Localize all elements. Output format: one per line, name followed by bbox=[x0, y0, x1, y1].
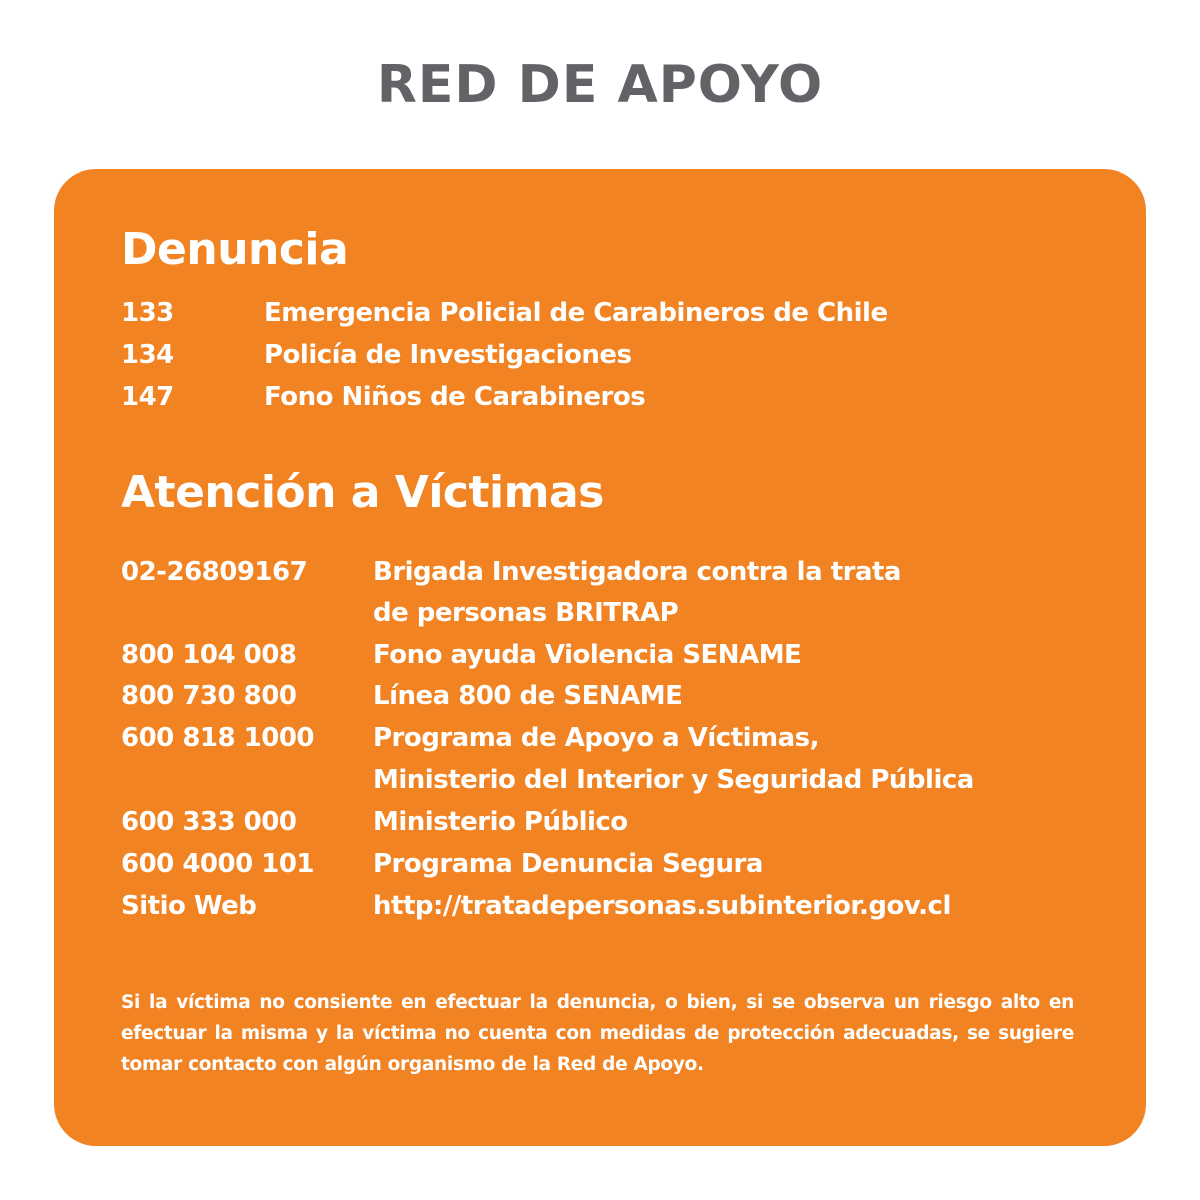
website-url: http://tratadepersonas.subinterior.gov.cl bbox=[373, 891, 951, 921]
entry-description: Línea 800 de SENAME bbox=[373, 681, 683, 711]
support-network-card bbox=[54, 169, 1146, 1146]
phone-number: 133 bbox=[121, 298, 174, 328]
list-item-continuation bbox=[121, 760, 974, 801]
phone-number: 800 104 008 bbox=[121, 640, 297, 670]
website-label: Sitio Web bbox=[121, 891, 257, 921]
section-heading-denuncia: Denuncia bbox=[121, 224, 349, 275]
phone-number: 147 bbox=[121, 382, 174, 412]
advisory-note: Si la víctima no consiente en efectuar la denuncia, o bien, si se observa un riesgo alto en efectuar la misma y la víctima no cuenta con medidas de protección adecuadas, se sugiere tomar contacto con algún organismo de la Red de Apoyo. bbox=[121, 992, 1074, 1075]
list-item bbox=[121, 886, 951, 927]
entry-description-line2: Ministerio del Interior y Seguridad Pública bbox=[373, 765, 974, 795]
phone-number: 02-26809167 bbox=[121, 557, 308, 587]
phone-number: 600 818 1000 bbox=[121, 723, 315, 753]
list-item bbox=[121, 635, 801, 676]
entry-description: Programa de Apoyo a Víctimas, bbox=[373, 723, 820, 753]
page-title: RED DE APOYO bbox=[376, 55, 824, 115]
entry-description: Policía de Investigaciones bbox=[264, 340, 632, 370]
list-item bbox=[121, 718, 819, 759]
list-item bbox=[121, 293, 888, 334]
entry-description: Emergencia Policial de Carabineros de Chile bbox=[264, 298, 888, 328]
entry-description-line2: de personas BRITRAP bbox=[373, 598, 679, 628]
entry-description: Programa Denuncia Segura bbox=[373, 849, 763, 879]
section-heading-atencion: Atención a Víctimas bbox=[121, 467, 604, 518]
list-item bbox=[121, 676, 682, 717]
phone-number: 600 4000 101 bbox=[121, 849, 315, 879]
phone-number: 600 333 000 bbox=[121, 807, 297, 837]
entry-description: Ministerio Público bbox=[373, 807, 628, 837]
list-item bbox=[121, 335, 632, 376]
phone-number: 800 730 800 bbox=[121, 681, 297, 711]
entry-description: Fono ayuda Violencia SENAME bbox=[373, 640, 802, 670]
list-item bbox=[121, 552, 901, 593]
list-item bbox=[121, 844, 763, 885]
list-item bbox=[121, 802, 628, 843]
list-item-continuation bbox=[121, 593, 678, 634]
phone-number: 134 bbox=[121, 340, 174, 370]
entry-description: Fono Niños de Carabineros bbox=[264, 382, 646, 412]
list-item bbox=[121, 377, 645, 418]
entry-description: Brigada Investigadora contra la trata bbox=[373, 557, 901, 587]
